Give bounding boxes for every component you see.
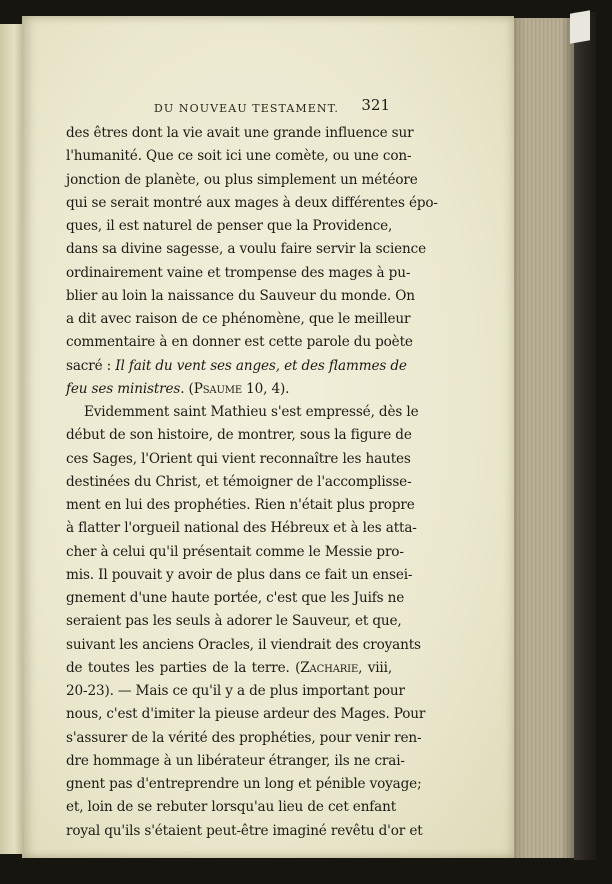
page-number: 321 [361,96,390,114]
text-line: s'assurer de la vérité des prophéties, pour venir ren- [66,729,422,746]
text-line: l'humanité. Que ce soit ici une comète, ou une con- [66,148,412,165]
running-head: DU NOUVEAU TESTAMENT. [154,102,340,115]
text-line: dans sa divine sagesse, a voulu faire servir la science [66,241,427,258]
text-line: ces Sages, l'Orient qui vient reconnaître les hautes [66,450,411,467]
text-line: ordinairement vaine et trompense des mages à pu- [66,264,411,281]
body-text [66,122,438,843]
text-line: blier au loin la naissance du Sauveur du monde. On [66,287,415,304]
quote-italic-end: feu ses ministres [66,380,181,397]
text-line: gnent pas d'entreprendre un long et pénible voyage; [66,776,422,792]
text-line [66,378,392,401]
page-stack-shadow [505,18,575,858]
text-run: 10, 4). [242,380,290,397]
text-run: de toutes les parties de la terre. ( [66,659,301,676]
text-line: qui se serait montré aux mages à deux différentes épo- [66,194,438,211]
text-line: a dit avec raison de ce phénomène, que le meilleur [66,311,411,327]
text-line: des êtres dont la vie avait une grande influence sur [66,125,414,141]
quote-italic: Il fait du vent ses anges, et des flammes de [115,357,407,374]
text-line: seraient pas les seuls à adorer le Sauveur, et que, [66,613,402,630]
text-line: nous, c'est d'imiter la pieuse ardeur des Mages. Pour [66,706,426,723]
text-line: cher à celui qu'il présentait comme le Messie pro- [66,543,404,560]
text-run: sacré : [66,357,116,374]
text-line: destinées du Christ, et témoigner de l'accomplisse- [66,473,412,490]
page-header [66,96,392,120]
text-line: gnement d'une haute portée, c'est que les Juifs ne [66,590,405,606]
text-line: à flatter l'orgueil national des Hébreux et à les atta- [66,520,417,537]
paragraph-start-line: Evidemment saint Mathieu s'est empressé, dès le [84,404,419,420]
text-line: ques, il est naturel de penser que la Providence, [66,218,393,234]
text-line: royal qu'ils s'étaient peut-être imaginé revêtu d'or et [66,822,423,839]
text-line: 20-23). — Mais ce qu'il y a de plus important pour [66,683,405,699]
text-line: dre hommage à un libérateur étranger, ils ne crai- [66,752,405,769]
text-line: jonction de planète, ou plus simplement un météore [66,171,418,188]
cover-corner [570,10,590,44]
text-run: , viii, [358,659,392,676]
reference-zacharie: Zacharie [300,659,359,676]
text-line: commentaire à en donner est cette parole du poète [66,334,413,351]
text-line: début de son histoire, de montrer, sous la figure de [66,427,412,444]
book-cover-edge [574,12,596,860]
text-line: ment en lui des prophéties. Rien n'était plus propre [66,497,415,513]
reference-psaume: Psaume [193,380,243,397]
text-line: suivant les anciens Oracles, il viendrait des croyants [66,636,421,653]
text-line: mis. Il pouvait y avoir de plus dans ce fait un ensei- [66,566,413,583]
text-line [66,355,407,378]
text-line: et, loin de se rebuter lorsqu'au lieu de cet enfant [66,799,397,816]
text-run: . ( [180,380,194,397]
text-line [66,657,392,680]
